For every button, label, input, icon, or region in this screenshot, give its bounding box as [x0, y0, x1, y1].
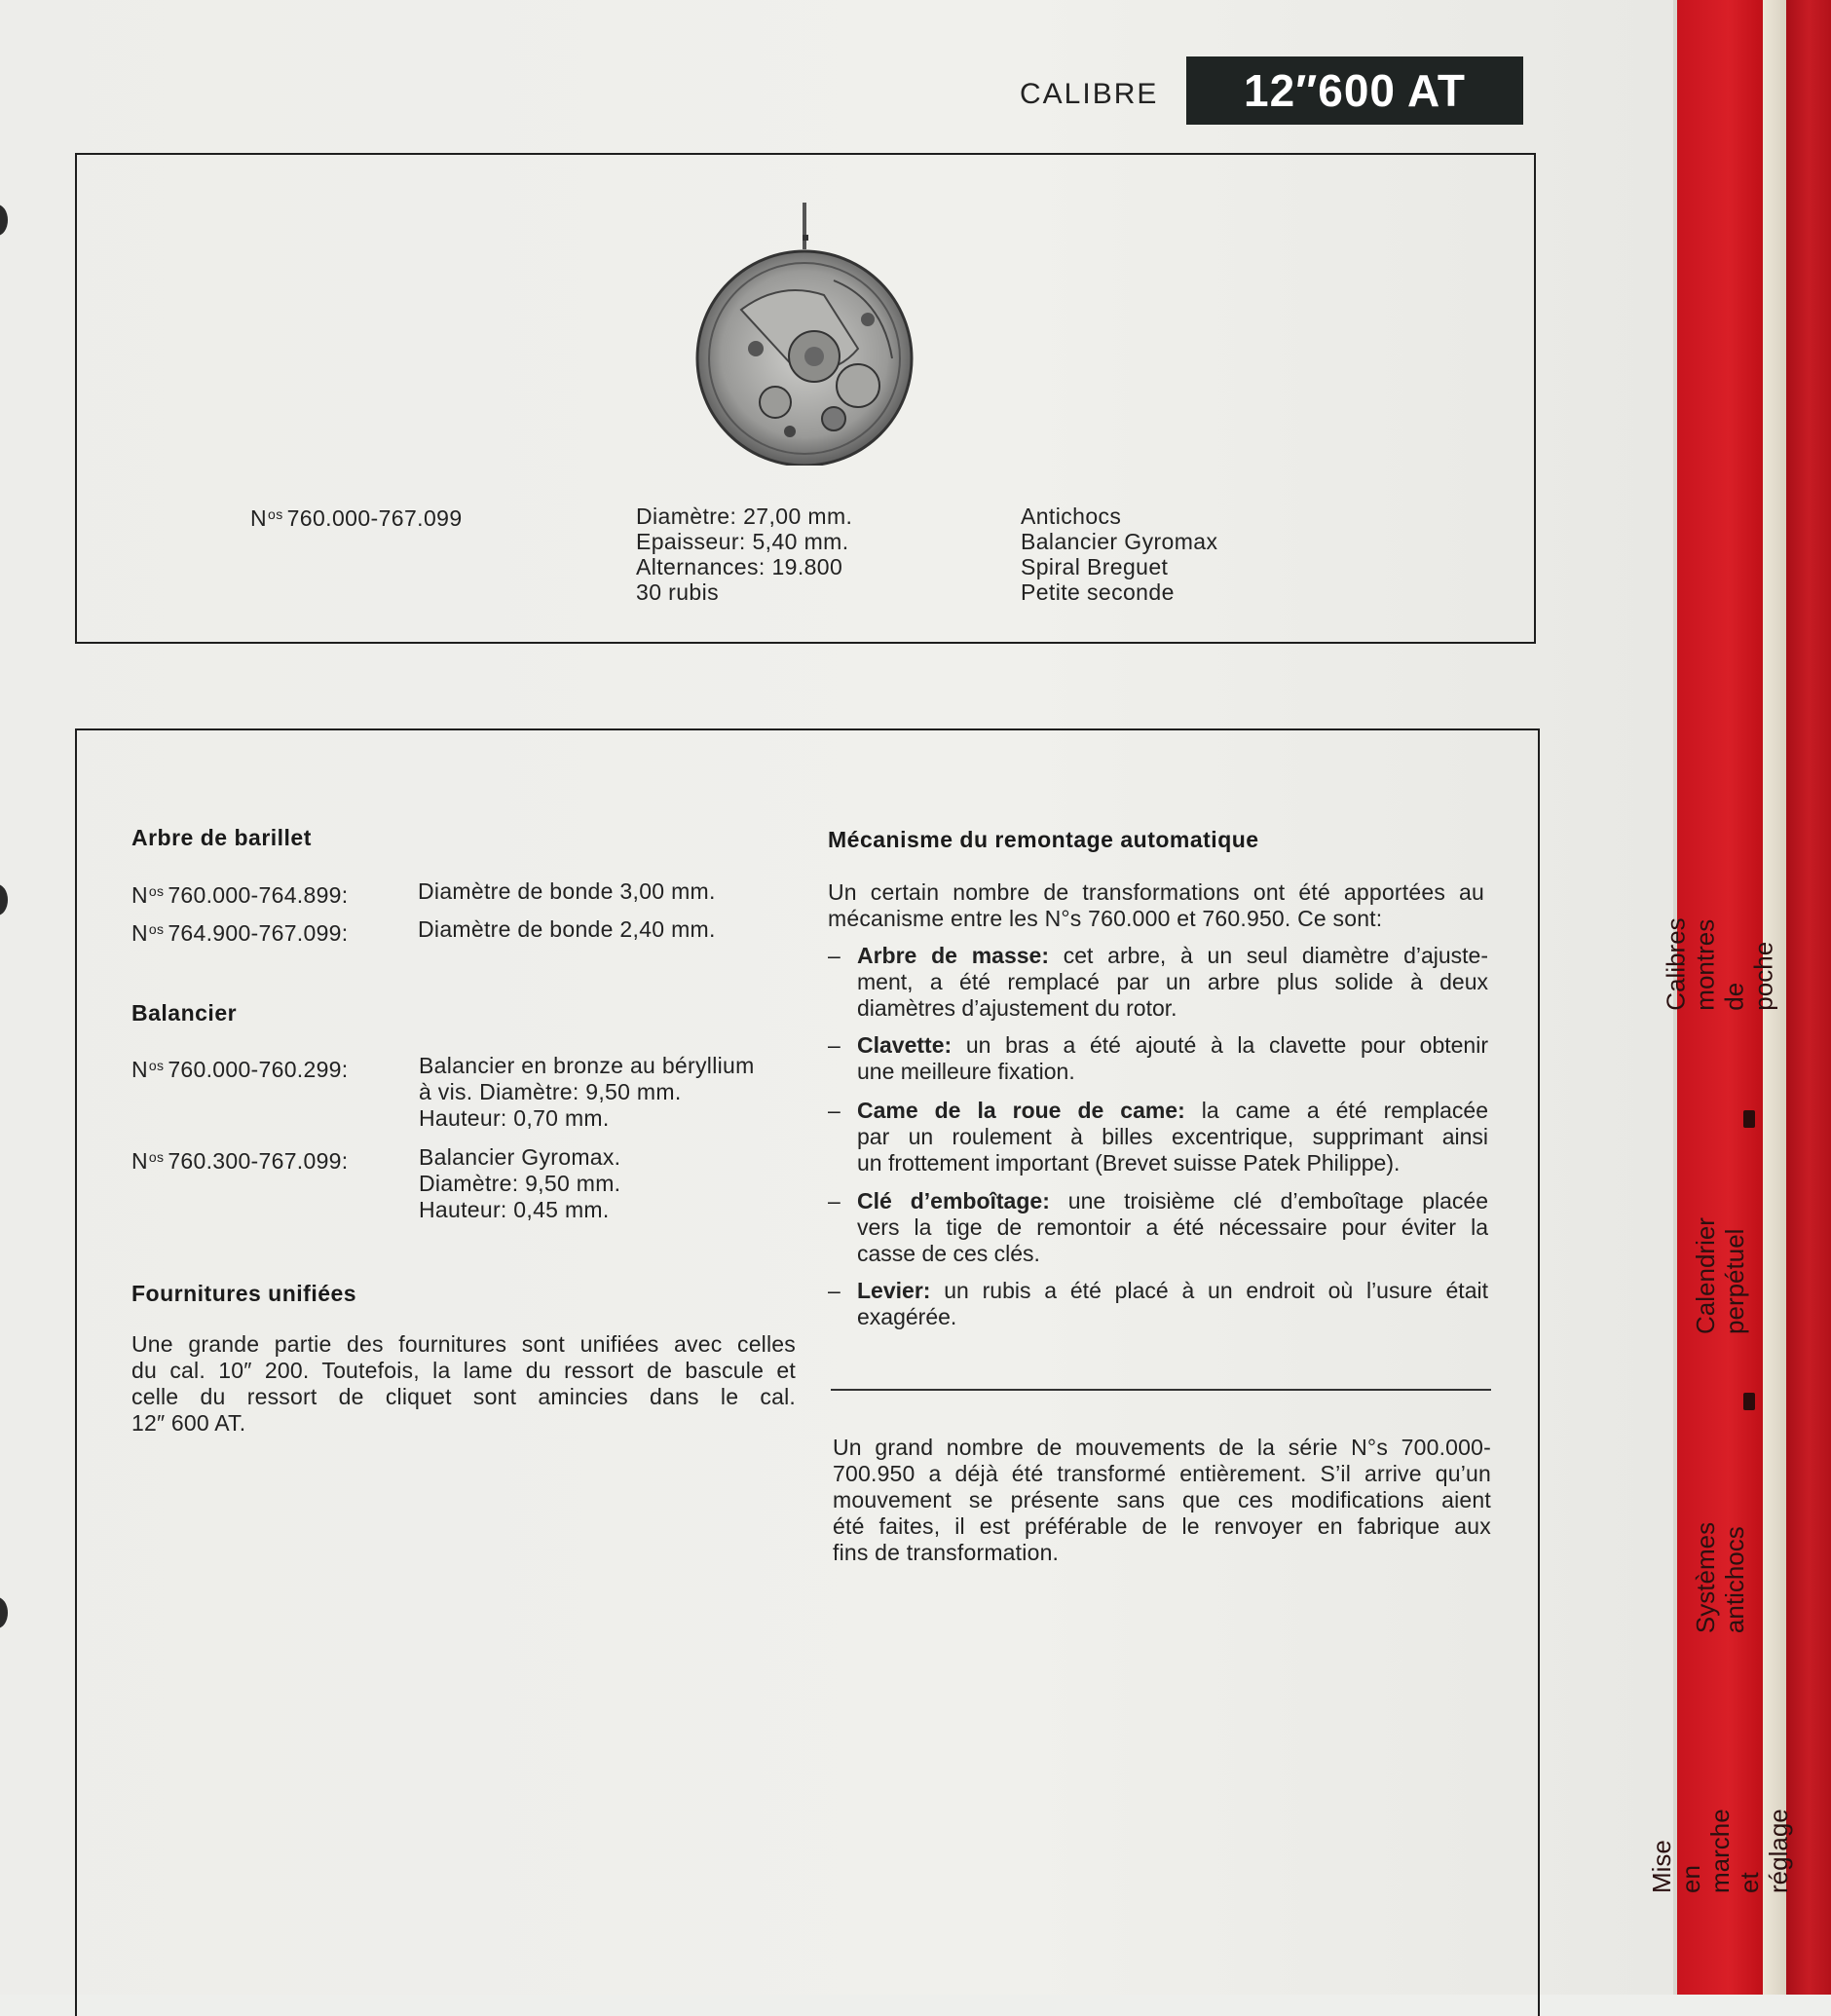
binder-hole: [0, 1597, 8, 1628]
bullet-cle-emboitage: – Clé d’emboîtage: une troisième clé d’emboîtage placée vers la tige de remontoir a été nécessaire pour éviter la casse de ces clés.: [828, 1188, 1488, 1266]
feature-item: Balancier Gyromax: [1021, 529, 1218, 554]
tab-mise-en-marche-label: Mise en marche et réglage: [1647, 1809, 1793, 1893]
tab-mise-en-marche[interactable]: [1647, 1714, 1793, 1987]
bullet-arbre-de-masse: – Arbre de masse: cet arbre, à un seul diamètre d’ajuste- ment, a été remplacé par un arbre plus solide à deux diamètres d’ajustement du rotor.: [828, 943, 1489, 1021]
spec-epaisseur: Epaisseur: 5,40 mm.: [636, 529, 849, 554]
balancier-row: $N^{os}$ 760.000-760.299: Balancier en bronze au béryllium à vis. Diamètre: 9,50 mm. Hauteur: 0,70 mm.: [131, 1053, 755, 1131]
binder-cover: [1786, 0, 1831, 1995]
spec-alternances: Alternances: 19.800: [636, 554, 843, 579]
arbre-row: $N^{os}$ 764.900-767.099: Diamètre de bonde 2,40 mm.: [131, 916, 716, 946]
calibre-title: 12″600 AT: [1186, 56, 1523, 125]
tab-divider: [1743, 1393, 1755, 1410]
tab-calibres[interactable]: [1662, 818, 1778, 1110]
tab-calendrier[interactable]: [1677, 1149, 1763, 1402]
section-title-arbre: Arbre de barillet: [131, 825, 312, 850]
tab-systemes[interactable]: [1677, 1461, 1763, 1695]
bullet-levier: – Levier: un rubis a été placé à un endroit où l’usure était exagérée.: [828, 1278, 1488, 1329]
movement-illustration: [688, 203, 931, 466]
mecanisme-intro: Un certain nombre de transformations ont été apportées au mécanisme entre les N°s 760.000 et 760.950. Ce sont:: [828, 879, 1484, 931]
tab-calendrier-label: Calendrier perpétuel: [1691, 1217, 1750, 1334]
binder-hole: [0, 884, 8, 915]
bullet-clavette: – Clavette: un bras a été ajouté à la clavette pour obtenir une meilleure fixation.: [828, 1032, 1488, 1084]
serial-range: $N^{os}$ 760.000-767.099: [250, 505, 463, 531]
binder-hole: [0, 205, 8, 236]
tab-systemes-label: Systèmes antichocs: [1691, 1521, 1749, 1634]
feature-item: Spiral Breguet: [1021, 554, 1169, 579]
section-separator: [831, 1389, 1491, 1391]
fournitures-paragraph: Une grande partie des fournitures sont unifiées avec celles du cal. 10″ 200. Toutefois, la lame du ressort de bascule et celle du ressort de cliquet sont amincies dans le cal. 12″ 600 AT.: [131, 1331, 796, 1436]
transformation-note: Un grand nombre de mouvements de la série N°s 700.000- 700.950 a déjà été transformé entièrement. S’il arrive qu’un mouvement se présente sans que ces modifications aient été faites, il est préférable de le renvoyer en fabrique aux fins de transformation.: [833, 1435, 1491, 1565]
feature-item: Petite seconde: [1021, 579, 1175, 605]
calibre-label: CALIBRE: [1020, 78, 1159, 110]
section-title-mecanisme: Mécanisme du remontage automatique: [828, 827, 1259, 852]
tab-divider: [1743, 1110, 1755, 1128]
section-title-fournitures: Fournitures unifiées: [131, 1281, 357, 1306]
balancier-row: $N^{os}$ 760.300-767.099: Balancier Gyromax. Diamètre: 9,50 mm. Hauteur: 0,45 mm.: [131, 1144, 621, 1222]
spec-diametre: Diamètre: 27,00 mm.: [636, 504, 853, 529]
tab-calibres-label: Calibres montres de poche: [1662, 917, 1778, 1011]
feature-list: [1021, 504, 1217, 605]
section-title-balancier: Balancier: [131, 1000, 238, 1026]
dimension-list: [636, 504, 852, 605]
feature-item: Antichocs: [1021, 504, 1122, 529]
bullet-came: – Came de la roue de came: la came a été remplacée par un roulement à billes excentrique, supprimant ainsi un frottement important (Brevet suisse Patek Philippe).: [828, 1098, 1488, 1176]
arbre-row: $N^{os}$ 760.000-764.899: Diamètre de bonde 3,00 mm.: [131, 878, 716, 908]
spec-rubis: 30 rubis: [636, 579, 720, 605]
